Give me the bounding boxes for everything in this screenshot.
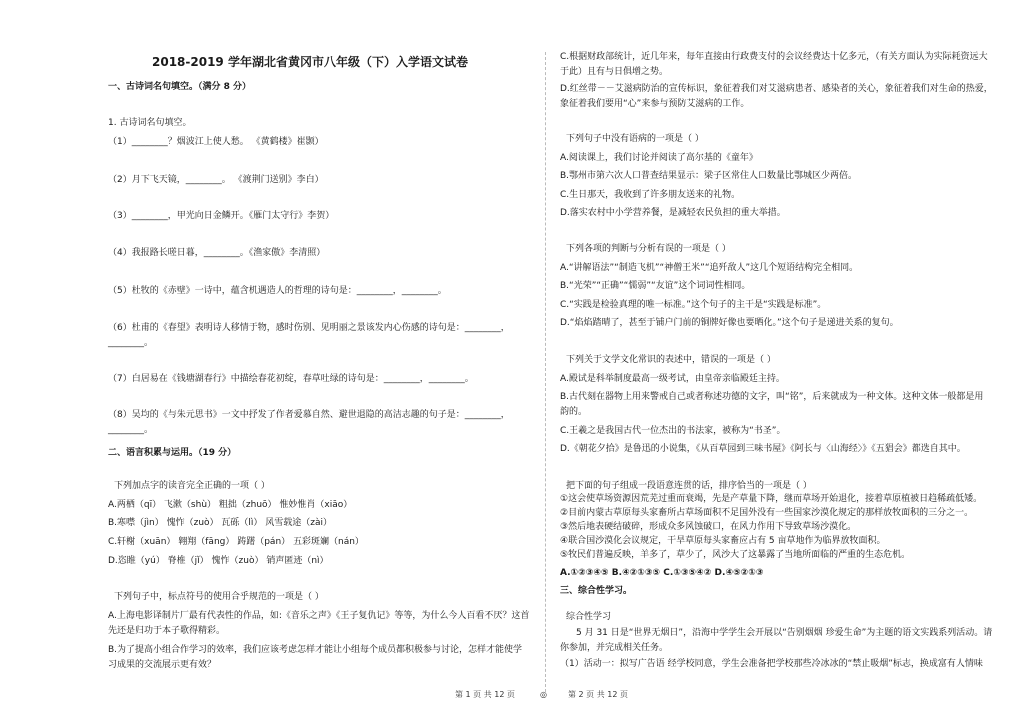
option: D.《朝花夕拾》是鲁迅的小说集，《从百草园到三味书屋》《阿长与〈山海经〉》《五猖会》都选自其中。 (560, 444, 966, 454)
question-line: （7）白居易在《钱塘湖春行》中描绘春花初绽，春草吐绿的诗句是：________，________。 (108, 374, 474, 384)
question-text: 1. 古诗词名句填空。 (108, 118, 192, 128)
question-line: （2）月下飞天镜，________。 《渡荆门送别》李白） (108, 175, 324, 185)
question-text: 下列各项的判断与分析有误的一项是（ ） (566, 244, 731, 254)
option: B.寒噤（jìn） 愧怍（zuò） 瓦砾（lì） 风雪载途（zài） (108, 518, 332, 528)
option: 先还是归功于本子歌得精彩。 (108, 626, 226, 636)
paragraph: 你参加，并完成相关任务。 (560, 643, 669, 653)
question-line: （4）我报路长嗟日暮，________。《渔家傲》李清照） (108, 248, 326, 258)
option: C.“实践是检验真理的唯一标准。”这个句子的主干是“实践是标准”。 (560, 300, 827, 310)
sentence: ④联合国沙漠化会议规定，干旱草原每头家畜应占有 5 亩草地作为临界放牧面积。 (560, 536, 886, 546)
question-text: 下列句子中，标点符号的使用合乎规范的一项是（ ） (114, 592, 324, 602)
option: C.生日那天，我收到了许多朋友送来的礼物。 (560, 190, 741, 200)
option: 习成果的交流展示更有效？ (108, 660, 217, 670)
sentence: ⑤牧民们普遍反映，羊多了，草少了，风沙大了这暴露了当地所面临的严重的生态危机。 (560, 550, 911, 560)
option: 象征着我们要用“心”来参与预防艾滋病的工作。 (560, 99, 750, 109)
question-text: 综合性学习 (566, 612, 612, 622)
question-text: 下列句子中没有语病的一项是（ ） (566, 134, 704, 144)
section-heading: 一、古诗词名句填空。（满分 8 分） (108, 82, 252, 92)
option: B.为了提高小组合作学习的效率，我们应该考虑怎样才能让小组每个成员都积极参与讨论，怎样才能使学 (108, 645, 523, 655)
option: D.落实农村中小学营养餐，是减轻农民负担的重大举措。 (560, 208, 786, 218)
option: B.鄂州市第六次人口普查结果显示：梁子区常住人口数量比鄂城区少两倍。 (560, 171, 858, 181)
option: C.轩榭（xuān） 翱翔（fāng） 踌躇（pán） 五彩斑斓（nán） (108, 537, 364, 547)
question-line: ________。 (108, 338, 154, 348)
sentence: ③然后地表硬结破碎，形成众多风蚀破口，在风力作用下导致草场沙漠化。 (560, 522, 857, 532)
answer-options: A.①②③④⑤ B.④②①③⑤ C.①③⑤④② D.④⑤②①③ (560, 568, 764, 578)
paragraph: （1）活动一：拟写广告语 经学校同意，学生会准备把学校那些冷冰冰的“禁止吸烟”标志，换成富有人情味 (560, 659, 983, 669)
option: C.根据财政部统计，近几年来，每年直接由行政费支付的会议经费达十亿多元，（有关方面认为实际耗资远大 (560, 52, 988, 62)
page-separator: ◎ (540, 690, 547, 699)
option: B.古代刻在器物上用来警戒自己或者称述功德的文字，叫“铭”，后来就成为一种文体。这种文体一般都是用 (560, 392, 984, 402)
sentence: ①这会使草场资源因荒芜过重而衰竭，先是产草量下降，继而草场开始退化，接着草原植被日趋稀疏低矮。 (560, 494, 983, 504)
question-line: （8）吴均的《与朱元思书》一文中抒发了作者爱慕自然、避世退隐的高洁志趣的句子是：________， (108, 410, 510, 420)
page-number-left: 第 1 页 共 12 页 (455, 690, 515, 699)
option: 韵的。 (560, 407, 588, 417)
page-number-right: 第 2 页 共 12 页 (568, 690, 628, 699)
option: D.红丝带－－艾滋病防治的宣传标识，象征着我们对艾滋病患者、感染者的关心，象征着我们对生命的热爱， (560, 84, 993, 94)
option: 于此）且有与日俱增之势。 (560, 67, 669, 77)
option: D.恣睢（yú） 脊椎（jǐ） 愧怍（zuò） 销声匿迹（nì） (108, 556, 329, 566)
page-title: 2018-2019 学年湖北省黄冈市八年级（下）入学语文试卷 (152, 55, 468, 69)
option: B.“光荣”“正确”“懦弱”“友谊”这个词词性相同。 (560, 281, 751, 291)
paragraph: 5 月 31 日是“世界无烟日”，沿海中学学生会开展以“告别烟烟 珍爱生命”为主题的语文实践系列活动。请 (576, 628, 993, 638)
sentence: ②目前内蒙古草原每头家畜所占草场面积不足国外没有一些国家沙漠化规定的那样放牧面积的三分之一。 (560, 508, 974, 518)
question-text: 下列关于文学文化常识的表述中，错误的一项是（ ） (566, 355, 776, 365)
option: A.殿试是科举制度最高一级考试，由皇帝亲临殿廷主持。 (560, 374, 785, 384)
page-divider (545, 52, 546, 692)
option: D.“焰焰踏晴了，甚至于铺户门前的铜牌好像也要晒化。”这个句子是递进关系的复句。 (560, 318, 899, 328)
section-heading: 三、综合性学习。 (560, 586, 633, 596)
question-line: （3）________，甲光向日金鳞开。《雁门太守行》李贺） (108, 211, 335, 221)
option: C.王羲之是我国古代一位杰出的书法家，被称为“书圣”。 (560, 426, 786, 436)
question-line: （1）________？烟波江上使人愁。 《黄鹤楼》崔颢） (108, 137, 324, 147)
section-heading: 二、语言积累与运用。（19 分） (108, 448, 237, 458)
question-text: 下列加点字的读音完全正确的一项（ ） (114, 481, 270, 491)
question-line: （5）杜牧的《赤壁》一诗中，蕴含机遇造人的哲理的诗句是：________，________。 (108, 286, 447, 296)
option: A.上海电影译制片厂最有代表性的作品，如:《音乐之声》《王子复仇记》等等，为什么今人百看不厌？这首 (108, 611, 530, 621)
question-line: （6）杜甫的《春望》表明诗人移情于物，感时伤别、见明丽之景该发内心伤感的诗句是：________， (108, 323, 510, 333)
option: A.两栖（qī） 飞漱（shù） 粗拙（zhuō） 惟妙惟肖（xiāo） (108, 500, 353, 510)
question-line: ________。 (108, 425, 154, 435)
question-text: 把下面的句子组成一段语意连贯的话，排序恰当的一项是（ ） (566, 481, 812, 491)
option: A.阅读课上，我们讨论并阅读了高尔基的《童年》 (560, 153, 758, 163)
option: A.“讲解语法”“制造飞机”“神僧王米”“追歼敌人”这几个短语结构完全相同。 (560, 263, 859, 273)
